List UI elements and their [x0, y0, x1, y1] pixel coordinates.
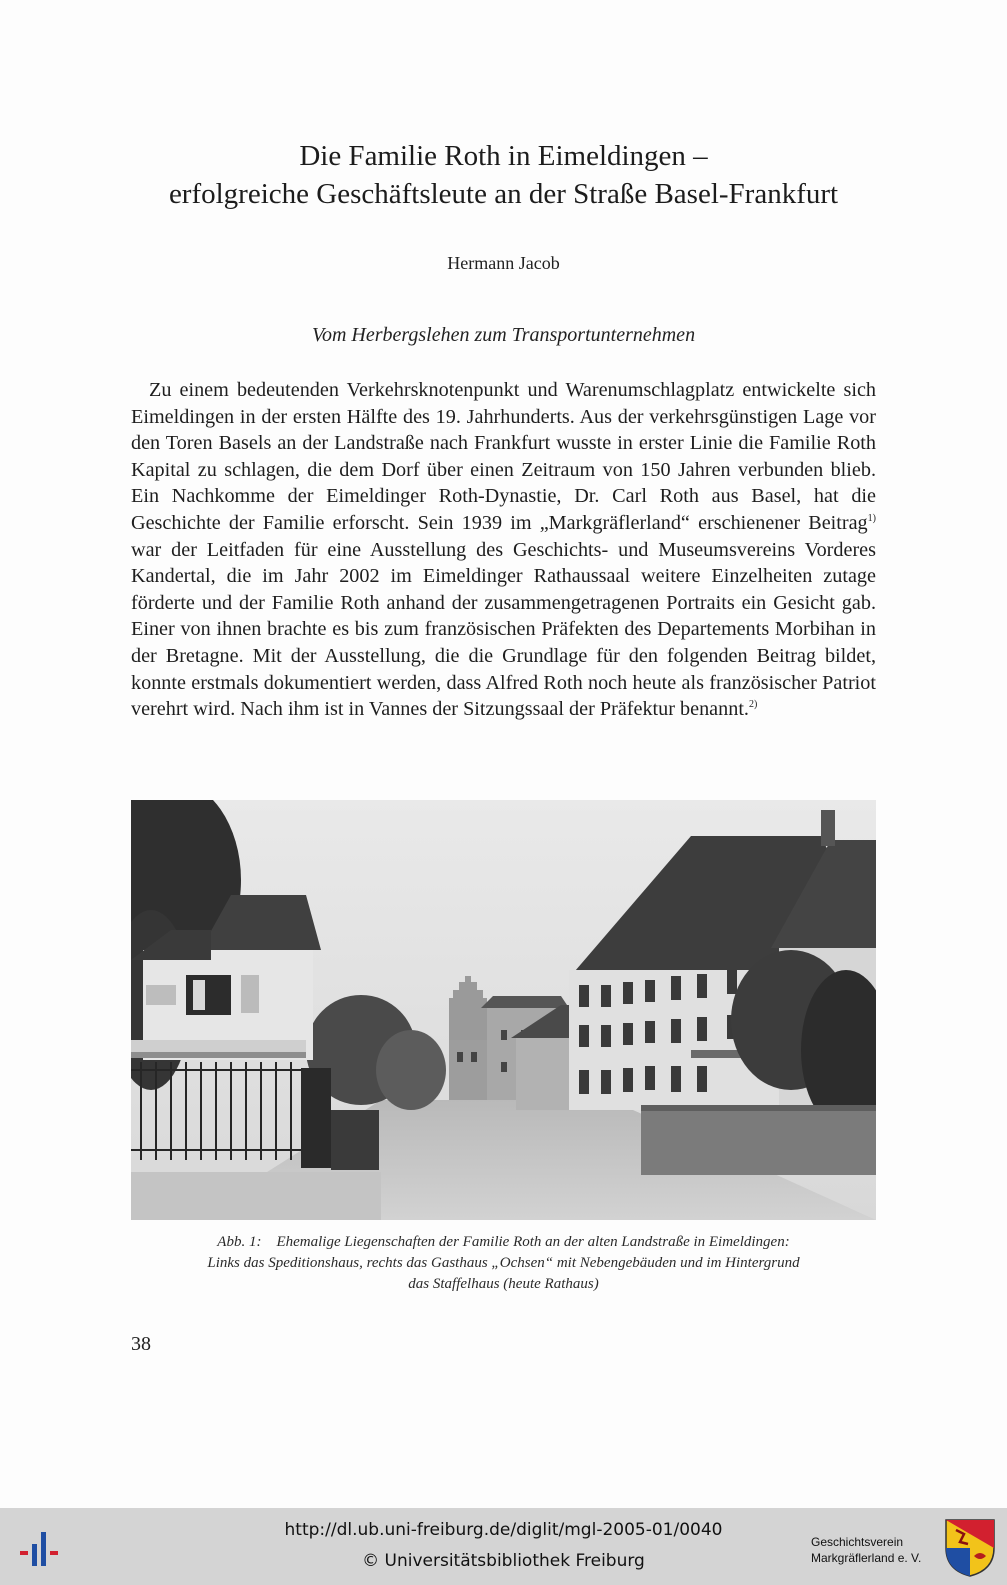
- footnote-ref-1[interactable]: 1): [867, 512, 876, 524]
- author-name: Hermann Jacob: [447, 253, 560, 273]
- caption-line-1: Abb. 1: Ehemalige Liegenschaften der Familie Roth an der alten Landstraße in Eimeldingen:: [217, 1234, 790, 1250]
- sidewalk: [131, 1172, 381, 1220]
- article-title-line-1: Die Familie Roth in Eimeldingen –: [299, 140, 708, 172]
- garden-wall: [331, 1110, 379, 1170]
- coat-of-arms-icon[interactable]: [944, 1518, 996, 1578]
- article-title: [0, 137, 1007, 213]
- caption-line-3: das Staffelhaus (heute Rathaus): [408, 1276, 599, 1292]
- photo-caption: [140, 1232, 867, 1295]
- org-name-line-2: Markgräflerland e. V.: [811, 1551, 922, 1565]
- footnote-ref-2[interactable]: 2): [748, 699, 758, 711]
- street-scene-illustration: [131, 800, 876, 1220]
- body-text-part-2: war der Leitfaden für eine Ausstellung des Geschichts- und Museumsvereins Vorderes Kandertal, die im Jahr 2002 im Eimeldinger Rathaussaal weitere Einzelheiten zutage förderte und der Familie Roth anhand der zusammengetragenen Portraits ein Gesicht gab. Einer von ihnen brachte es bis zum französischen Präfekten des Departements Morbihan in der Bretagne. Mit der Ausstellung, die die Grundlage für den folgenden Beitrag bildet, konnte erstmals dokumentiert werden, dass Alfred Roth noch heute als französischer Patriot verehrt wird. Nach ihm ist in Vannes der Sitzungssaal der Präfektur benannt.: [131, 538, 876, 721]
- body-paragraph: [131, 377, 876, 723]
- org-name-line-1: Geschichtsverein: [811, 1535, 904, 1549]
- historic-street-photo: [131, 800, 876, 1220]
- page-number: 38: [131, 1333, 151, 1355]
- gate-pillar: [301, 1068, 331, 1168]
- caption-line-2: Links das Speditionshaus, rechts das Gasthaus „Ochsen“ mit Nebengebäuden und im Hintergrund: [207, 1255, 800, 1271]
- body-text-part-1: Zu einem bedeutenden Verkehrsknotenpunkt und Warenumschlagplatz entwickelte sich Eimeldingen in der ersten Hälfte des 19. Jahrhunderts. Aus der verkehrsgünstigen Lage vor den Toren Basels an der Landstraße nach Frankfurt wusste in erster Linie die Familie Roth Kapital zu schlagen, die dem Dorf über einen Zeitraum von 150 Jahren verbunden blieb. Ein Nachkomme der Eimeldinger Roth-Dynastie, Dr. Carl Roth aus Basel, hat die Geschichte der Familie erforscht. Sein 1939 im „Markgräflerland“ erschienener Beitrag: [131, 379, 876, 534]
- footer-organization: [811, 1534, 921, 1566]
- footer-url-link[interactable]: http://dl.ub.uni-freiburg.de/diglit/mgl-2005-01/0040: [284, 1520, 723, 1540]
- article-title-line-2: erfolgreiche Geschäftsleute an der Straße Basel-Frankfurt: [168, 178, 839, 210]
- footer-bar: [0, 1508, 1007, 1585]
- section-subtitle: Vom Herbergslehen zum Transportunternehmen: [311, 324, 696, 346]
- footer-copyright: © Universitätsbibliothek Freiburg: [362, 1551, 645, 1571]
